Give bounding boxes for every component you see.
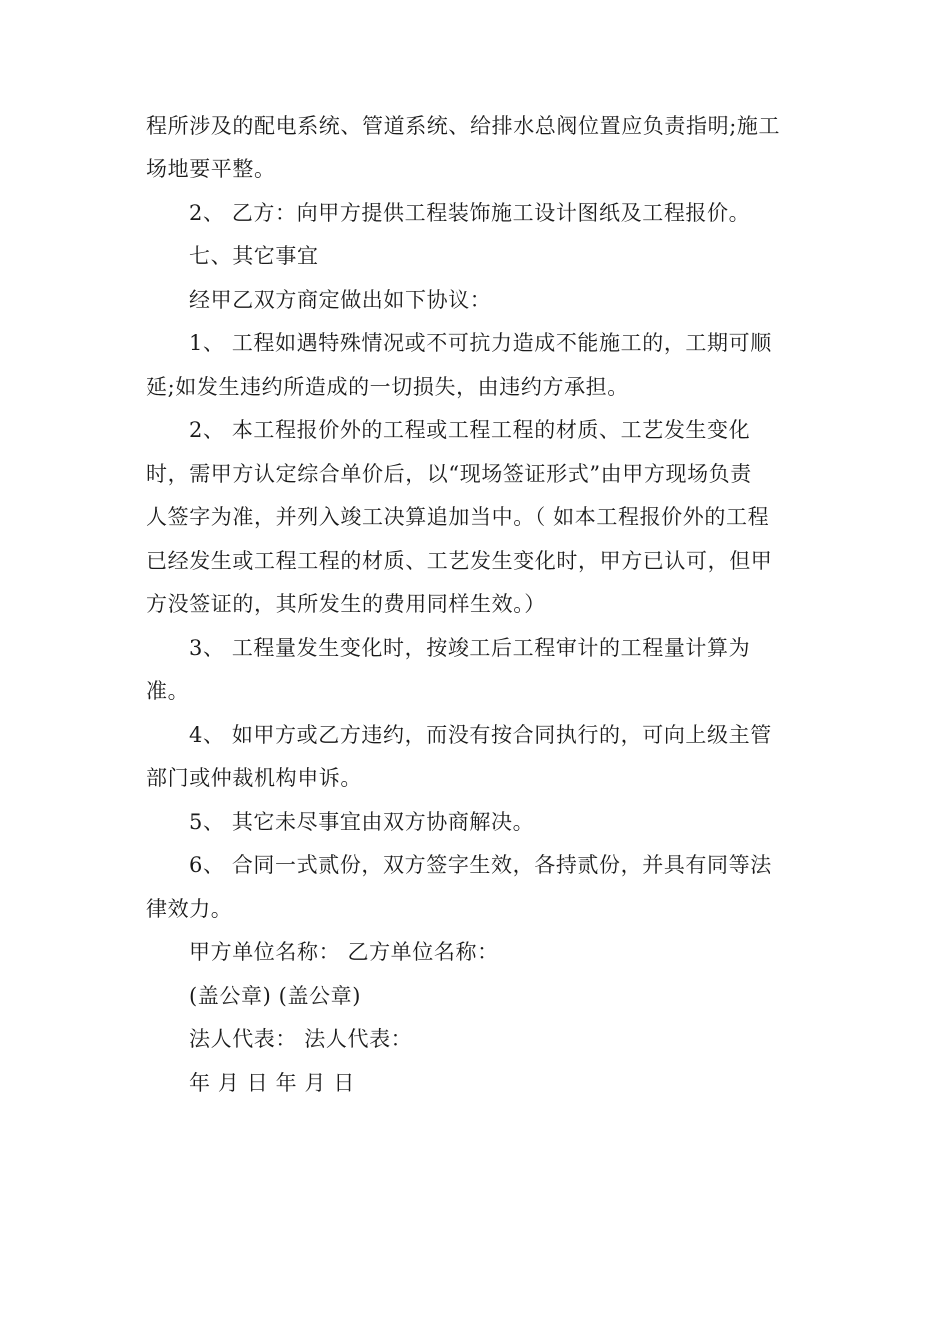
signature-party-names: 甲方单位名称： 乙方单位名称： (189, 940, 499, 964)
paragraph-line: 经甲乙双方商定做出如下协议： (189, 288, 492, 312)
paragraph-line: 律效力。 (146, 897, 233, 921)
clause-item: 2、 乙方：向甲方提供工程装饰施工设计图纸及工程报价。 (189, 201, 751, 225)
signature-date-line: 年 月 日 年 月 日 (189, 1071, 355, 1095)
paragraph-line: 场地要平整。 (146, 157, 276, 181)
paragraph-line: 人签字为准，并列入竣工决算追加当中。（ 如本工程报价外的工程 (146, 505, 770, 529)
paragraph-line: 延;如发生违约所造成的一切损失，由违约方承担。 (146, 375, 629, 399)
clause-item: 5、 其它未尽事宜由双方协商解决。 (189, 810, 535, 834)
clause-item: 2、 本工程报价外的工程或工程工程的材质、工艺发生变化 (189, 418, 751, 442)
paragraph-line: 部门或仲裁机构申诉。 (146, 766, 362, 790)
paragraph-line: 时，需甲方认定综合单价后，以“现场签证形式”由甲方现场负责 (146, 462, 752, 486)
clause-item: 6、 合同一式贰份，双方签字生效，各持贰份，并具有同等法 (189, 853, 772, 877)
signature-seal-line: (盖公章) (盖公章) (189, 984, 362, 1008)
paragraph-line: 程所涉及的配电系统、管道系统、给排水总阀位置应负责指明;施工 (146, 114, 781, 138)
paragraph-line: 已经发生或工程工程的材质、工艺发生变化时，甲方已认可，但甲 (146, 549, 773, 573)
section-heading: 七、其它事宜 (189, 244, 319, 268)
signature-representative-line: 法人代表： 法人代表： (189, 1027, 413, 1051)
paragraph-line: 方没签证的，其所发生的费用同样生效。） (146, 592, 546, 616)
paragraph-line: 准。 (146, 679, 190, 703)
clause-item: 3、 工程量发生变化时，按竣工后工程审计的工程量计算为 (189, 636, 751, 660)
clause-item: 1、 工程如遇特殊情况或不可抗力造成不能施工的，工期可顺 (189, 331, 772, 355)
clause-item: 4、 如甲方或乙方违约，而没有按合同执行的，可向上级主管 (189, 723, 772, 747)
